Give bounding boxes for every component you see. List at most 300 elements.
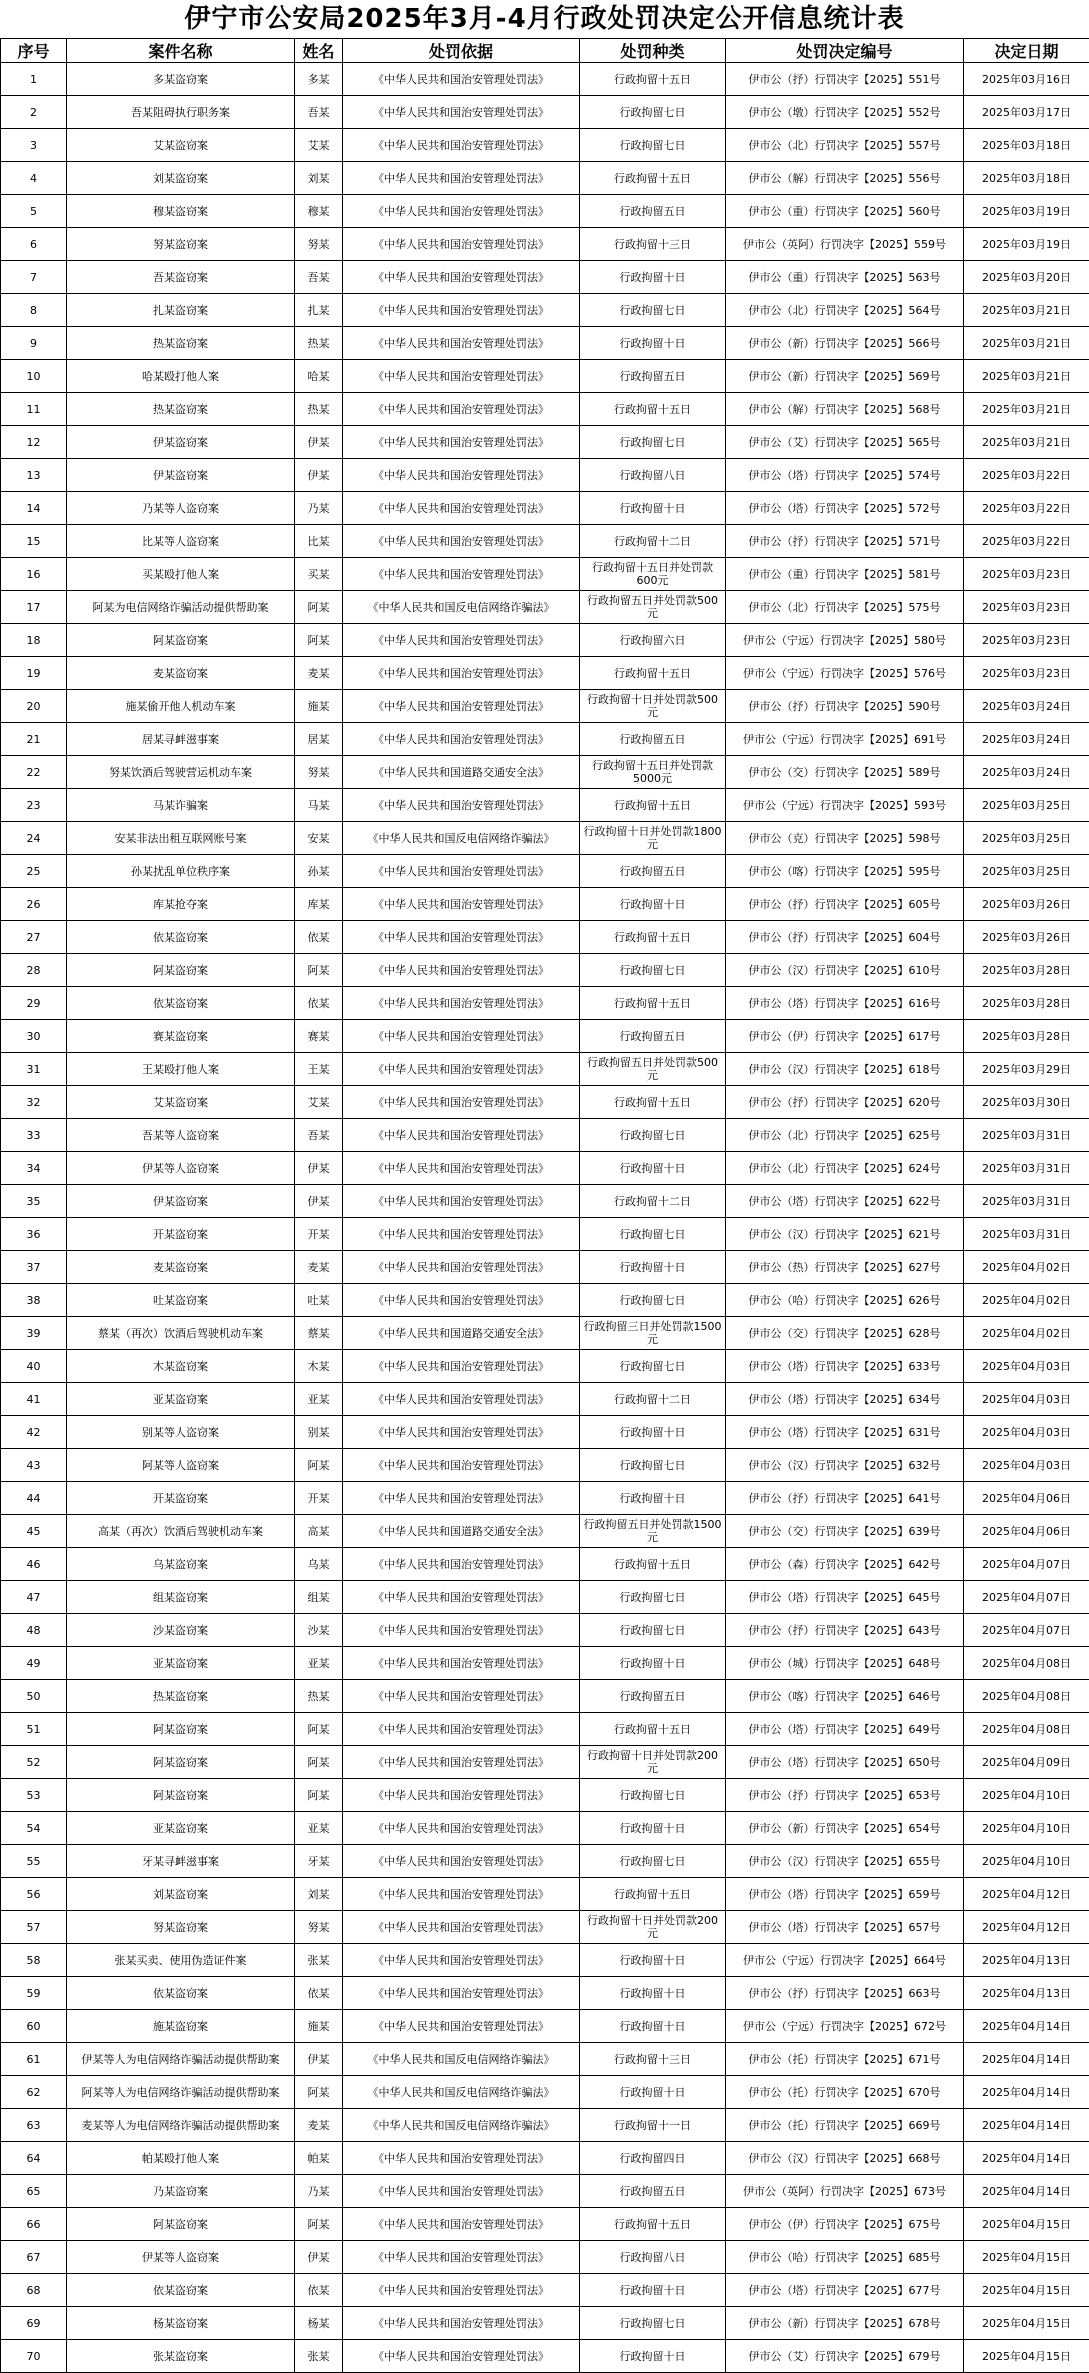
cell-index: 64	[1, 2142, 67, 2175]
cell-index: 35	[1, 1185, 67, 1218]
cell-decision-number: 伊市公（宁远）行罚决字【2025】580号	[726, 624, 964, 657]
cell-case-name: 伊某等人盗窃案	[67, 2241, 295, 2274]
cell-penalty-type: 行政拘留十日并处罚款200元	[580, 1911, 726, 1944]
cell-person-name: 依某	[295, 2274, 343, 2307]
cell-case-name: 张某盗窃案	[67, 2340, 295, 2373]
cell-legal-basis: 《中华人民共和国治安管理处罚法》	[343, 525, 580, 558]
table-row	[1, 1284, 1089, 1317]
cell-index: 50	[1, 1680, 67, 1713]
cell-decision-number: 伊市公（塔）行罚决字【2025】645号	[726, 1581, 964, 1614]
cell-decision-number: 伊市公（城）行罚决字【2025】648号	[726, 1647, 964, 1680]
cell-penalty-type: 行政拘留十二日	[580, 1185, 726, 1218]
page-title: 伊宁市公安局2025年3月-4月行政处罚决定公开信息统计表	[0, 0, 1089, 38]
cell-person-name: 阿某	[295, 1713, 343, 1746]
cell-decision-number: 伊市公（塔）行罚决字【2025】659号	[726, 1878, 964, 1911]
cell-legal-basis: 《中华人民共和国治安管理处罚法》	[343, 657, 580, 690]
table-row	[1, 1515, 1089, 1548]
cell-index: 20	[1, 690, 67, 723]
cell-penalty-type: 行政拘留十日	[580, 492, 726, 525]
cell-case-name: 多某盗窃案	[67, 63, 295, 96]
cell-decision-number: 伊市公（塔）行罚决字【2025】649号	[726, 1713, 964, 1746]
cell-legal-basis: 《中华人民共和国治安管理处罚法》	[343, 1680, 580, 1713]
cell-legal-basis: 《中华人民共和国治安管理处罚法》	[343, 1944, 580, 1977]
cell-penalty-type: 行政拘留五日	[580, 1020, 726, 1053]
cell-legal-basis: 《中华人民共和国治安管理处罚法》	[343, 1218, 580, 1251]
cell-decision-number: 伊市公（哈）行罚决字【2025】626号	[726, 1284, 964, 1317]
cell-penalty-type: 行政拘留十五日	[580, 987, 726, 1020]
cell-person-name: 依某	[295, 921, 343, 954]
cell-index: 52	[1, 1746, 67, 1779]
table-row	[1, 1020, 1089, 1053]
cell-index: 23	[1, 789, 67, 822]
cell-decision-number: 伊市公（塔）行罚决字【2025】634号	[726, 1383, 964, 1416]
cell-penalty-type: 行政拘留六日	[580, 624, 726, 657]
cell-case-name: 阿某盗窃案	[67, 1746, 295, 1779]
cell-person-name: 张某	[295, 2340, 343, 2373]
cell-person-name: 牙某	[295, 1845, 343, 1878]
cell-index: 39	[1, 1317, 67, 1350]
cell-case-name: 库某抢夺案	[67, 888, 295, 921]
table-row	[1, 96, 1089, 129]
cell-case-name: 比某等人盗窃案	[67, 525, 295, 558]
cell-legal-basis: 《中华人民共和国治安管理处罚法》	[343, 1416, 580, 1449]
cell-decision-number: 伊市公（伊）行罚决字【2025】675号	[726, 2208, 964, 2241]
cell-penalty-type: 行政拘留四日	[580, 2142, 726, 2175]
cell-person-name: 开某	[295, 1218, 343, 1251]
table-row	[1, 426, 1089, 459]
table-row	[1, 459, 1089, 492]
cell-legal-basis: 《中华人民共和国治安管理处罚法》	[343, 987, 580, 1020]
cell-decision-date: 2025年04月15日	[964, 2241, 1089, 2274]
cell-person-name: 依某	[295, 987, 343, 1020]
cell-legal-basis: 《中华人民共和国治安管理处罚法》	[343, 1086, 580, 1119]
cell-decision-number: 伊市公（解）行罚决字【2025】568号	[726, 393, 964, 426]
cell-penalty-type: 行政拘留十日并处罚款500元	[580, 690, 726, 723]
cell-decision-date: 2025年03月23日	[964, 591, 1089, 624]
cell-legal-basis: 《中华人民共和国治安管理处罚法》	[343, 2241, 580, 2274]
cell-decision-number: 伊市公（交）行罚决字【2025】628号	[726, 1317, 964, 1350]
cell-decision-date: 2025年04月08日	[964, 1680, 1089, 1713]
cell-index: 30	[1, 1020, 67, 1053]
cell-index: 8	[1, 294, 67, 327]
cell-decision-number: 伊市公（森）行罚决字【2025】642号	[726, 1548, 964, 1581]
cell-person-name: 马某	[295, 789, 343, 822]
cell-case-name: 依某盗窃案	[67, 987, 295, 1020]
cell-penalty-type: 行政拘留七日	[580, 1284, 726, 1317]
cell-decision-date: 2025年04月02日	[964, 1284, 1089, 1317]
cell-decision-number: 伊市公（宁远）行罚决字【2025】664号	[726, 1944, 964, 1977]
table-row	[1, 1581, 1089, 1614]
cell-decision-date: 2025年04月03日	[964, 1416, 1089, 1449]
cell-decision-date: 2025年03月21日	[964, 327, 1089, 360]
table-row	[1, 393, 1089, 426]
cell-case-name: 热某盗窃案	[67, 327, 295, 360]
cell-legal-basis: 《中华人民共和国治安管理处罚法》	[343, 1383, 580, 1416]
table-row	[1, 1713, 1089, 1746]
cell-decision-number: 伊市公（北）行罚决字【2025】624号	[726, 1152, 964, 1185]
cell-legal-basis: 《中华人民共和国治安管理处罚法》	[343, 459, 580, 492]
cell-decision-number: 伊市公（艾）行罚决字【2025】679号	[726, 2340, 964, 2373]
cell-penalty-type: 行政拘留八日	[580, 2241, 726, 2274]
cell-decision-date: 2025年04月10日	[964, 1812, 1089, 1845]
cell-decision-number: 伊市公（汉）行罚决字【2025】655号	[726, 1845, 964, 1878]
table-row	[1, 492, 1089, 525]
table-row	[1, 360, 1089, 393]
header-person-name: 姓名	[295, 39, 343, 63]
table-row	[1, 228, 1089, 261]
cell-person-name: 艾某	[295, 129, 343, 162]
table-row	[1, 1944, 1089, 1977]
cell-index: 46	[1, 1548, 67, 1581]
cell-index: 58	[1, 1944, 67, 1977]
header-decision-date: 决定日期	[964, 39, 1089, 63]
cell-case-name: 吾某阻碍执行职务案	[67, 96, 295, 129]
cell-index: 49	[1, 1647, 67, 1680]
cell-penalty-type: 行政拘留十五日	[580, 1713, 726, 1746]
cell-decision-number: 伊市公（汉）行罚决字【2025】610号	[726, 954, 964, 987]
cell-person-name: 伊某	[295, 2241, 343, 2274]
cell-decision-date: 2025年03月16日	[964, 63, 1089, 96]
table-row	[1, 624, 1089, 657]
cell-legal-basis: 《中华人民共和国治安管理处罚法》	[343, 1746, 580, 1779]
cell-decision-number: 伊市公（英阿）行罚决字【2025】559号	[726, 228, 964, 261]
cell-legal-basis: 《中华人民共和国治安管理处罚法》	[343, 1614, 580, 1647]
cell-decision-date: 2025年04月07日	[964, 1548, 1089, 1581]
table-row	[1, 2109, 1089, 2142]
cell-case-name: 施某偷开他人机动车案	[67, 690, 295, 723]
cell-case-name: 阿某盗窃案	[67, 2208, 295, 2241]
cell-person-name: 麦某	[295, 657, 343, 690]
cell-decision-date: 2025年03月24日	[964, 756, 1089, 789]
table-row	[1, 657, 1089, 690]
cell-person-name: 阿某	[295, 1746, 343, 1779]
table-row	[1, 1053, 1089, 1086]
cell-person-name: 张某	[295, 1944, 343, 1977]
cell-decision-number: 伊市公（交）行罚决字【2025】639号	[726, 1515, 964, 1548]
cell-decision-date: 2025年03月28日	[964, 1020, 1089, 1053]
cell-case-name: 努某盗窃案	[67, 1911, 295, 1944]
cell-penalty-type: 行政拘留十日	[580, 1647, 726, 1680]
cell-decision-date: 2025年04月10日	[964, 1845, 1089, 1878]
cell-case-name: 赛某盗窃案	[67, 1020, 295, 1053]
cell-index: 55	[1, 1845, 67, 1878]
cell-decision-date: 2025年04月02日	[964, 1251, 1089, 1284]
cell-penalty-type: 行政拘留十五日	[580, 2208, 726, 2241]
cell-legal-basis: 《中华人民共和国治安管理处罚法》	[343, 2175, 580, 2208]
cell-index: 68	[1, 2274, 67, 2307]
cell-decision-number: 伊市公（托）行罚决字【2025】671号	[726, 2043, 964, 2076]
cell-legal-basis: 《中华人民共和国治安管理处罚法》	[343, 327, 580, 360]
cell-case-name: 艾某盗窃案	[67, 1086, 295, 1119]
cell-index: 6	[1, 228, 67, 261]
cell-index: 21	[1, 723, 67, 756]
cell-case-name: 伊某等人为电信网络诈骗活动提供帮助案	[67, 2043, 295, 2076]
cell-penalty-type: 行政拘留五日	[580, 2175, 726, 2208]
cell-person-name: 热某	[295, 393, 343, 426]
cell-case-name: 王某殴打他人案	[67, 1053, 295, 1086]
cell-index: 13	[1, 459, 67, 492]
cell-person-name: 赛某	[295, 1020, 343, 1053]
cell-index: 56	[1, 1878, 67, 1911]
cell-decision-number: 伊市公（抒）行罚决字【2025】653号	[726, 1779, 964, 1812]
cell-decision-date: 2025年03月31日	[964, 1152, 1089, 1185]
cell-case-name: 乃某等人盗窃案	[67, 492, 295, 525]
cell-legal-basis: 《中华人民共和国治安管理处罚法》	[343, 1779, 580, 1812]
cell-legal-basis: 《中华人民共和国道路交通安全法》	[343, 1317, 580, 1350]
cell-case-name: 阿某等人为电信网络诈骗活动提供帮助案	[67, 2076, 295, 2109]
cell-legal-basis: 《中华人民共和国治安管理处罚法》	[343, 360, 580, 393]
cell-legal-basis: 《中华人民共和国治安管理处罚法》	[343, 162, 580, 195]
cell-person-name: 伊某	[295, 459, 343, 492]
cell-person-name: 沙某	[295, 1614, 343, 1647]
cell-decision-number: 伊市公（北）行罚决字【2025】625号	[726, 1119, 964, 1152]
cell-decision-number: 伊市公（解）行罚决字【2025】556号	[726, 162, 964, 195]
table-row	[1, 1449, 1089, 1482]
cell-case-name: 牙某寻衅滋事案	[67, 1845, 295, 1878]
cell-decision-number: 伊市公（喀）行罚决字【2025】646号	[726, 1680, 964, 1713]
cell-decision-number: 伊市公（汉）行罚决字【2025】668号	[726, 2142, 964, 2175]
cell-decision-number: 伊市公（伊）行罚决字【2025】617号	[726, 1020, 964, 1053]
table-row	[1, 2142, 1089, 2175]
cell-case-name: 马某诈骗案	[67, 789, 295, 822]
cell-decision-date: 2025年03月18日	[964, 162, 1089, 195]
cell-decision-date: 2025年04月15日	[964, 2307, 1089, 2340]
table-row	[1, 690, 1089, 723]
table-row	[1, 1548, 1089, 1581]
cell-legal-basis: 《中华人民共和国治安管理处罚法》	[343, 723, 580, 756]
table-row	[1, 756, 1089, 789]
cell-penalty-type: 行政拘留五日	[580, 723, 726, 756]
cell-penalty-type: 行政拘留十二日	[580, 1383, 726, 1416]
cell-legal-basis: 《中华人民共和国治安管理处罚法》	[343, 1020, 580, 1053]
cell-decision-number: 伊市公（北）行罚决字【2025】564号	[726, 294, 964, 327]
cell-decision-date: 2025年04月08日	[964, 1647, 1089, 1680]
cell-legal-basis: 《中华人民共和国治安管理处罚法》	[343, 1911, 580, 1944]
cell-legal-basis: 《中华人民共和国治安管理处罚法》	[343, 1449, 580, 1482]
cell-person-name: 伊某	[295, 1152, 343, 1185]
cell-case-name: 扎某盗窃案	[67, 294, 295, 327]
cell-case-name: 伊某盗窃案	[67, 1185, 295, 1218]
cell-penalty-type: 行政拘留十日	[580, 2076, 726, 2109]
cell-decision-date: 2025年03月28日	[964, 954, 1089, 987]
table-row	[1, 1878, 1089, 1911]
cell-penalty-type: 行政拘留十五日并处罚款600元	[580, 558, 726, 591]
table-row	[1, 723, 1089, 756]
table-row	[1, 1911, 1089, 1944]
cell-penalty-type: 行政拘留五日并处罚款1500元	[580, 1515, 726, 1548]
cell-person-name: 麦某	[295, 1251, 343, 1284]
cell-decision-number: 伊市公（墩）行罚决字【2025】552号	[726, 96, 964, 129]
header-index: 序号	[1, 39, 67, 63]
cell-decision-date: 2025年03月18日	[964, 129, 1089, 162]
cell-decision-number: 伊市公（塔）行罚决字【2025】622号	[726, 1185, 964, 1218]
cell-person-name: 伊某	[295, 2043, 343, 2076]
cell-decision-number: 伊市公（宁远）行罚决字【2025】576号	[726, 657, 964, 690]
table-row	[1, 2043, 1089, 2076]
cell-decision-date: 2025年04月02日	[964, 1317, 1089, 1350]
cell-decision-date: 2025年04月13日	[964, 1977, 1089, 2010]
cell-decision-date: 2025年03月23日	[964, 558, 1089, 591]
cell-index: 67	[1, 2241, 67, 2274]
cell-penalty-type: 行政拘留十日	[580, 2274, 726, 2307]
cell-person-name: 王某	[295, 1053, 343, 1086]
cell-index: 40	[1, 1350, 67, 1383]
cell-decision-number: 伊市公（哈）行罚决字【2025】685号	[726, 2241, 964, 2274]
cell-decision-number: 伊市公（北）行罚决字【2025】575号	[726, 591, 964, 624]
cell-case-name: 吾某盗窃案	[67, 261, 295, 294]
cell-case-name: 艾某盗窃案	[67, 129, 295, 162]
cell-case-name: 阿某等人盗窃案	[67, 1449, 295, 1482]
cell-penalty-type: 行政拘留五日	[580, 855, 726, 888]
cell-penalty-type: 行政拘留七日	[580, 1350, 726, 1383]
cell-index: 61	[1, 2043, 67, 2076]
cell-legal-basis: 《中华人民共和国治安管理处罚法》	[343, 1647, 580, 1680]
cell-person-name: 阿某	[295, 1449, 343, 1482]
cell-penalty-type: 行政拘留十五日	[580, 657, 726, 690]
cell-penalty-type: 行政拘留八日	[580, 459, 726, 492]
cell-penalty-type: 行政拘留十日	[580, 1944, 726, 1977]
cell-penalty-type: 行政拘留十日并处罚款200元	[580, 1746, 726, 1779]
cell-decision-number: 伊市公（汉）行罚决字【2025】618号	[726, 1053, 964, 1086]
cell-penalty-type: 行政拘留十五日	[580, 789, 726, 822]
cell-index: 69	[1, 2307, 67, 2340]
cell-index: 14	[1, 492, 67, 525]
cell-person-name: 哈某	[295, 360, 343, 393]
cell-decision-number: 伊市公（喀）行罚决字【2025】595号	[726, 855, 964, 888]
cell-decision-date: 2025年03月21日	[964, 393, 1089, 426]
cell-person-name: 刘某	[295, 1878, 343, 1911]
cell-person-name: 吐某	[295, 1284, 343, 1317]
cell-index: 31	[1, 1053, 67, 1086]
cell-decision-number: 伊市公（克）行罚决字【2025】598号	[726, 822, 964, 855]
cell-case-name: 张某买卖、使用伪造证件案	[67, 1944, 295, 1977]
cell-case-name: 杨某盗窃案	[67, 2307, 295, 2340]
cell-decision-date: 2025年04月15日	[964, 2208, 1089, 2241]
cell-case-name: 刘某盗窃案	[67, 162, 295, 195]
table-row	[1, 954, 1089, 987]
cell-index: 28	[1, 954, 67, 987]
cell-person-name: 帕某	[295, 2142, 343, 2175]
cell-decision-date: 2025年03月23日	[964, 624, 1089, 657]
header-legal-basis: 处罚依据	[343, 39, 580, 63]
cell-legal-basis: 《中华人民共和国治安管理处罚法》	[343, 393, 580, 426]
cell-decision-date: 2025年03月24日	[964, 723, 1089, 756]
table-row	[1, 1845, 1089, 1878]
cell-legal-basis: 《中华人民共和国治安管理处罚法》	[343, 1350, 580, 1383]
table-row	[1, 1350, 1089, 1383]
cell-penalty-type: 行政拘留七日	[580, 426, 726, 459]
cell-penalty-type: 行政拘留十二日	[580, 525, 726, 558]
cell-case-name: 居某寻衅滋事案	[67, 723, 295, 756]
cell-case-name: 乃某盗窃案	[67, 2175, 295, 2208]
cell-decision-date: 2025年03月26日	[964, 888, 1089, 921]
cell-penalty-type: 行政拘留七日	[580, 129, 726, 162]
cell-decision-date: 2025年04月14日	[964, 2109, 1089, 2142]
cell-penalty-type: 行政拘留七日	[580, 1845, 726, 1878]
cell-decision-number: 伊市公（重）行罚决字【2025】563号	[726, 261, 964, 294]
cell-index: 29	[1, 987, 67, 1020]
cell-index: 11	[1, 393, 67, 426]
cell-penalty-type: 行政拘留十五日	[580, 1878, 726, 1911]
cell-decision-number: 伊市公（托）行罚决字【2025】669号	[726, 2109, 964, 2142]
cell-legal-basis: 《中华人民共和国反电信网络诈骗法》	[343, 591, 580, 624]
cell-person-name: 乃某	[295, 2175, 343, 2208]
cell-case-name: 帕某殴打他人案	[67, 2142, 295, 2175]
penalty-table	[0, 38, 1089, 2373]
cell-decision-date: 2025年03月23日	[964, 657, 1089, 690]
cell-case-name: 依某盗窃案	[67, 1977, 295, 2010]
cell-case-name: 组某盗窃案	[67, 1581, 295, 1614]
cell-case-name: 乌某盗窃案	[67, 1548, 295, 1581]
cell-decision-date: 2025年03月21日	[964, 294, 1089, 327]
cell-legal-basis: 《中华人民共和国治安管理处罚法》	[343, 1119, 580, 1152]
table-row	[1, 2307, 1089, 2340]
table-row	[1, 2274, 1089, 2307]
cell-decision-date: 2025年04月14日	[964, 2142, 1089, 2175]
cell-decision-number: 伊市公（抒）行罚决字【2025】571号	[726, 525, 964, 558]
cell-index: 32	[1, 1086, 67, 1119]
cell-person-name: 亚某	[295, 1812, 343, 1845]
cell-index: 66	[1, 2208, 67, 2241]
cell-penalty-type: 行政拘留十日	[580, 1416, 726, 1449]
cell-person-name: 吾某	[295, 96, 343, 129]
cell-decision-number: 伊市公（北）行罚决字【2025】557号	[726, 129, 964, 162]
cell-person-name: 乃某	[295, 492, 343, 525]
cell-decision-number: 伊市公（抒）行罚决字【2025】620号	[726, 1086, 964, 1119]
cell-decision-number: 伊市公（新）行罚决字【2025】654号	[726, 1812, 964, 1845]
cell-person-name: 孙某	[295, 855, 343, 888]
cell-index: 57	[1, 1911, 67, 1944]
cell-penalty-type: 行政拘留十三日	[580, 228, 726, 261]
cell-decision-number: 伊市公（抒）行罚决字【2025】663号	[726, 1977, 964, 2010]
cell-decision-number: 伊市公（英阿）行罚决字【2025】673号	[726, 2175, 964, 2208]
cell-person-name: 安某	[295, 822, 343, 855]
cell-decision-date: 2025年03月22日	[964, 492, 1089, 525]
cell-decision-date: 2025年04月03日	[964, 1350, 1089, 1383]
cell-case-name: 施某盗窃案	[67, 2010, 295, 2043]
cell-person-name: 蔡某	[295, 1317, 343, 1350]
cell-case-name: 麦某等人为电信网络诈骗活动提供帮助案	[67, 2109, 295, 2142]
cell-legal-basis: 《中华人民共和国治安管理处罚法》	[343, 2142, 580, 2175]
cell-legal-basis: 《中华人民共和国治安管理处罚法》	[343, 492, 580, 525]
table-row	[1, 2340, 1089, 2373]
cell-person-name: 扎某	[295, 294, 343, 327]
cell-decision-number: 伊市公（新）行罚决字【2025】678号	[726, 2307, 964, 2340]
cell-penalty-type: 行政拘留十五日	[580, 393, 726, 426]
cell-decision-number: 伊市公（新）行罚决字【2025】569号	[726, 360, 964, 393]
cell-decision-number: 伊市公（塔）行罚决字【2025】633号	[726, 1350, 964, 1383]
cell-person-name: 阿某	[295, 1779, 343, 1812]
cell-decision-date: 2025年03月31日	[964, 1119, 1089, 1152]
cell-case-name: 开某盗窃案	[67, 1218, 295, 1251]
cell-index: 24	[1, 822, 67, 855]
cell-case-name: 亚某盗窃案	[67, 1812, 295, 1845]
cell-case-name: 孙某扰乱单位秩序案	[67, 855, 295, 888]
cell-index: 12	[1, 426, 67, 459]
cell-person-name: 施某	[295, 690, 343, 723]
table-row	[1, 2010, 1089, 2043]
cell-index: 9	[1, 327, 67, 360]
cell-case-name: 伊某盗窃案	[67, 426, 295, 459]
table-row	[1, 195, 1089, 228]
cell-person-name: 努某	[295, 228, 343, 261]
cell-decision-date: 2025年04月14日	[964, 2076, 1089, 2109]
cell-person-name: 依某	[295, 1977, 343, 2010]
cell-case-name: 麦某盗窃案	[67, 1251, 295, 1284]
cell-index: 2	[1, 96, 67, 129]
cell-legal-basis: 《中华人民共和国治安管理处罚法》	[343, 1812, 580, 1845]
cell-legal-basis: 《中华人民共和国治安管理处罚法》	[343, 2208, 580, 2241]
